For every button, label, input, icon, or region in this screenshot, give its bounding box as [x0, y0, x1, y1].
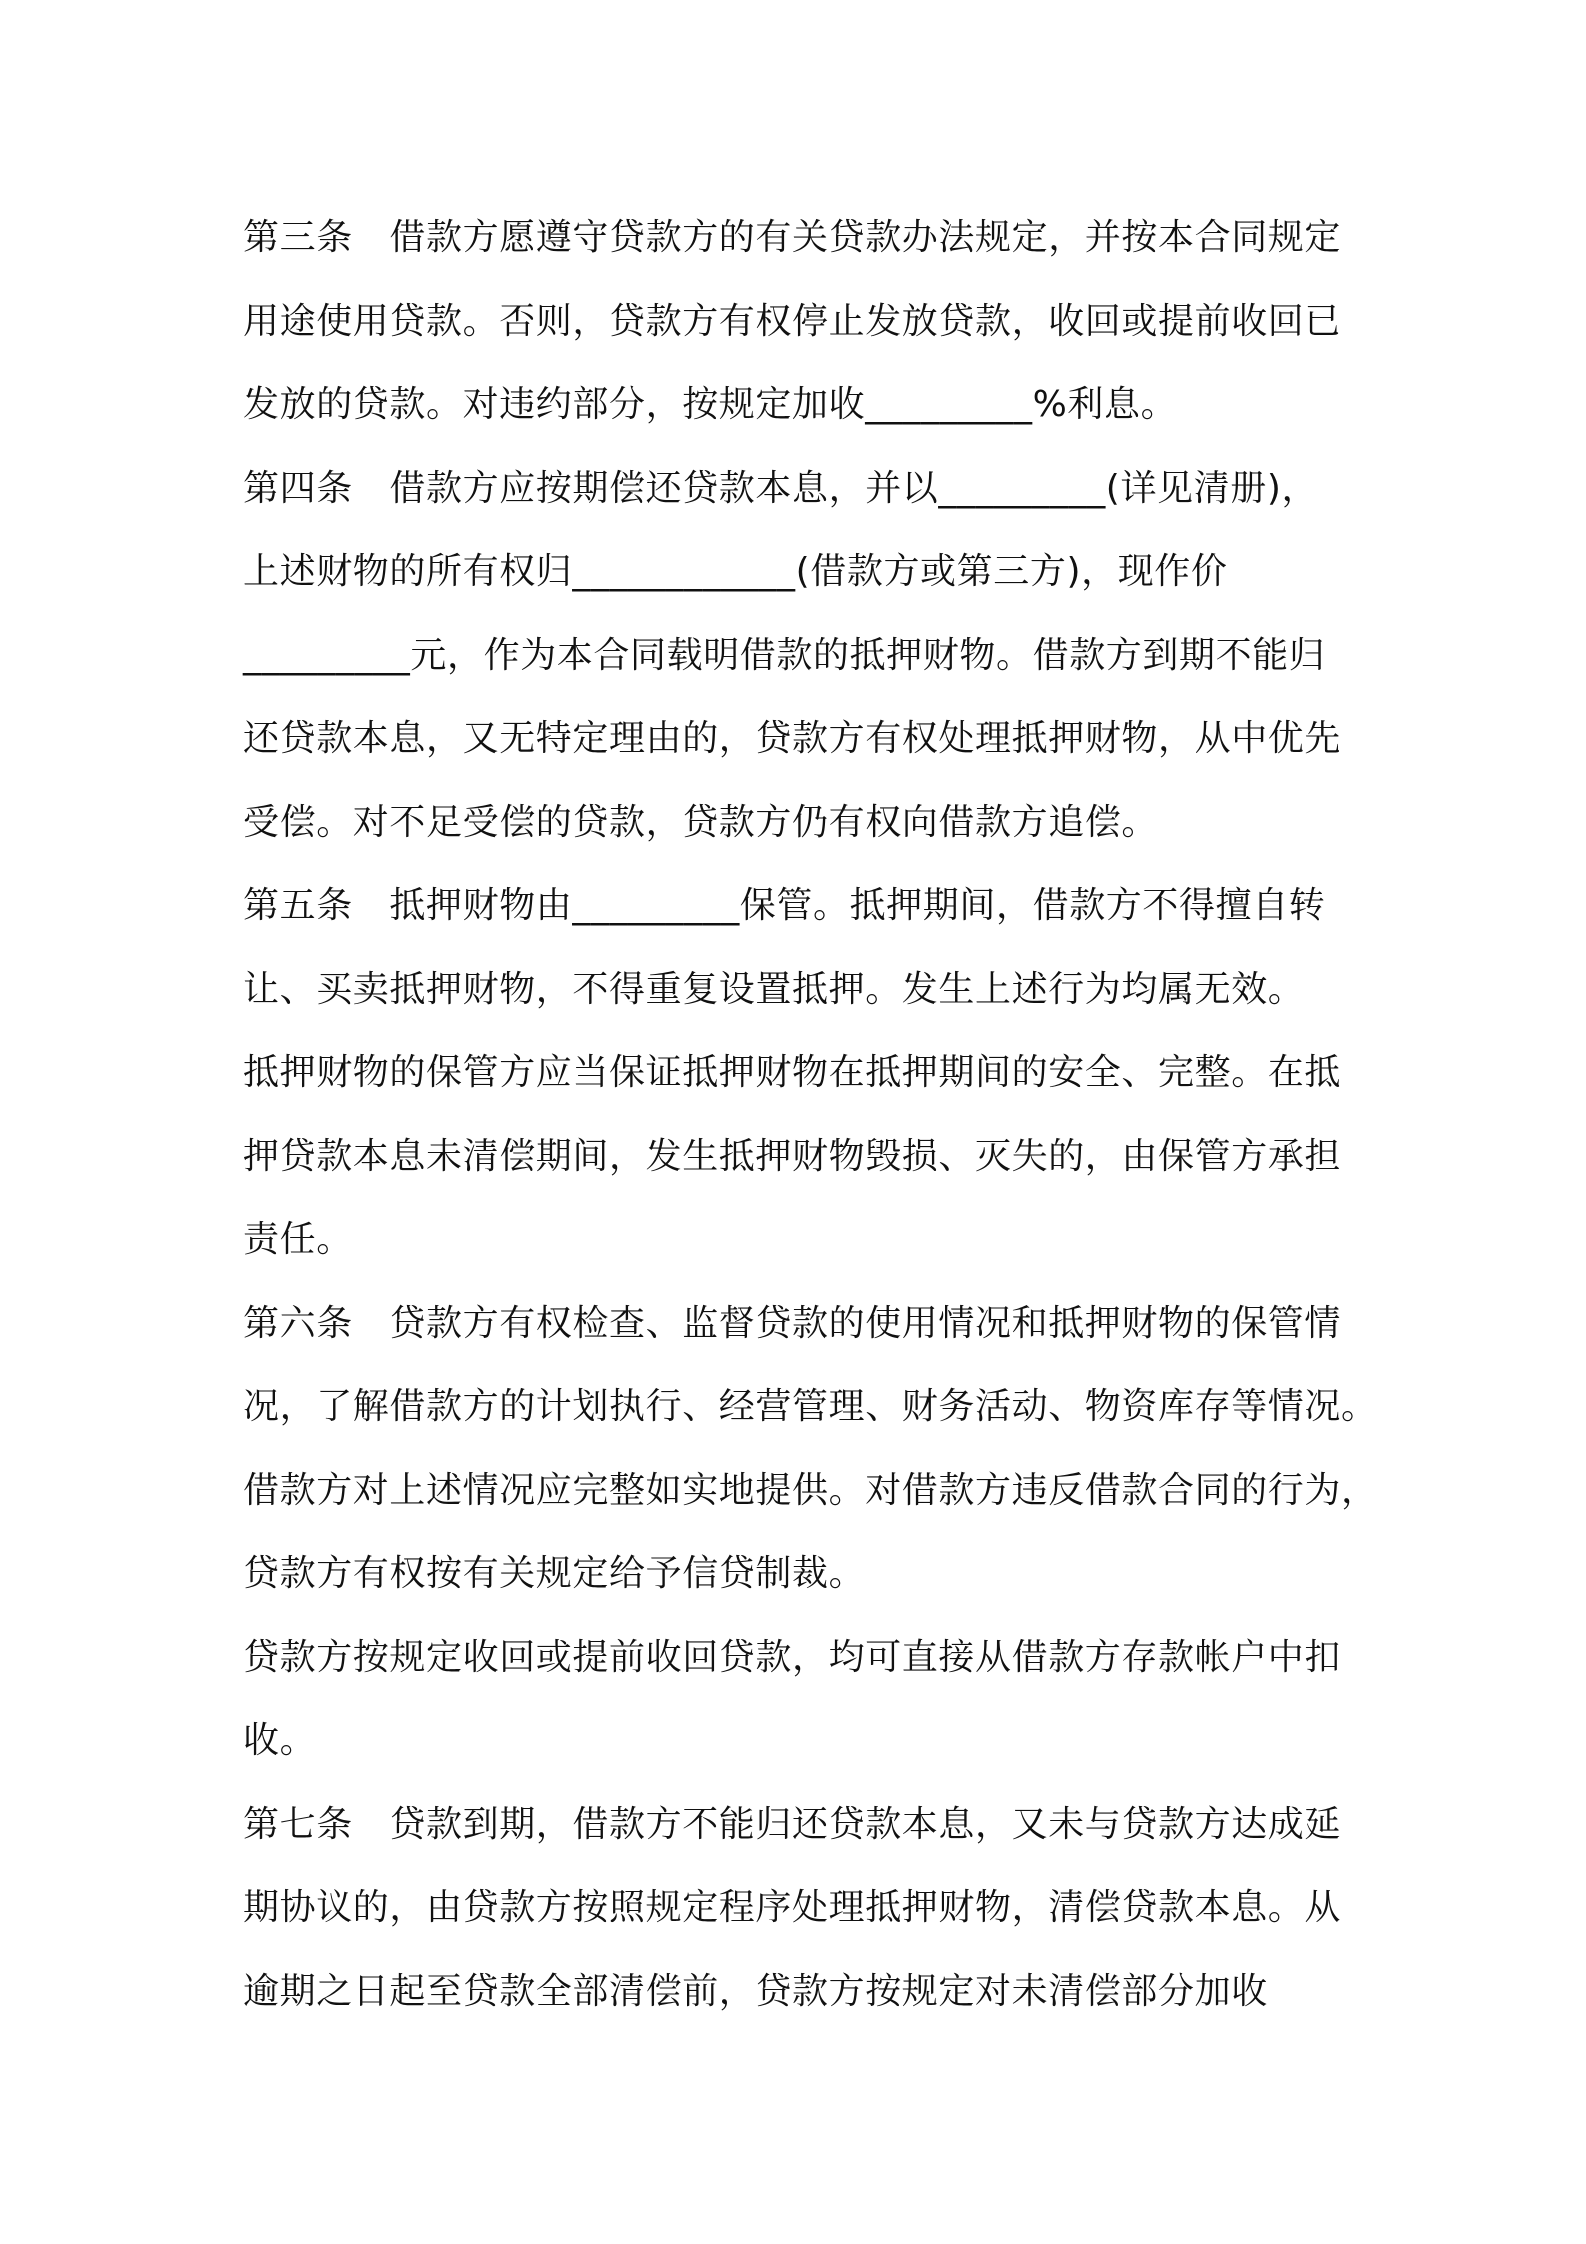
article-6-line-2: 况，了解借款方的计划执行、经营管理、财务活动、物资库存等情况。: [243, 1386, 1378, 1427]
article-3-line-3: 发放的贷款。对违约部分，按规定加收_________%利息。: [243, 384, 1178, 425]
article-4-line-1: 第四条 借款方应按期偿还贷款本息，并以_________(详见清册)，: [243, 467, 1319, 509]
article-6-line-4: 贷款方有权按有关规定给予信贷制裁。: [243, 1553, 866, 1594]
article-5-line-3: 抵押财物的保管方应当保证抵押财物在抵押期间的安全、完整。在抵: [243, 1052, 1342, 1093]
article-4-line-4: 还贷款本息，又无特定理由的，贷款方有权处理抵押财物，从中优先: [243, 718, 1342, 759]
article-7-line-2: 期协议的，由贷款方按照规定程序处理抵押财物，清偿贷款本息。从: [243, 1887, 1342, 1928]
article-7-line-1: 第七条 贷款到期，借款方不能归还贷款本息，又未与贷款方达成延: [243, 1803, 1342, 1845]
article-4-line-3: _________元，作为本合同载明借款的抵押财物。借款方到期不能归: [243, 634, 1326, 676]
article-4-line-5: 受偿。对不足受偿的贷款，贷款方仍有权向借款方追偿。: [243, 801, 1159, 843]
article-7-line-3: 逾期之日起至贷款全部清偿前，贷款方按规定对未清偿部分加收: [243, 1970, 1268, 2012]
article-6-line-5: 贷款方按规定收回或提前收回贷款，均可直接从借款方存款帐户中扣: [243, 1636, 1342, 1678]
article-3-line-1: 第三条 借款方愿遵守贷款方的有关贷款办法规定，并按本合同规定: [243, 217, 1342, 258]
article-5-line-4: 押贷款本息未清偿期间，发生抵押财物毁损、灭失的，由保管方承担: [243, 1135, 1342, 1177]
article-5-line-2: 让、买卖抵押财物，不得重复设置抵押。发生上述行为均属无效。: [243, 968, 1305, 1010]
contract-text: [243, 196, 1383, 2033]
article-5-line-1: 第五条 抵押财物由_________保管。抵押期间，借款方不得擅自转: [243, 885, 1326, 926]
article-6-line-6: 收。: [243, 1720, 317, 1761]
article-5-line-5: 责任。: [243, 1219, 353, 1260]
article-4-line-2: 上述财物的所有权归____________(借款方或第三方)，现作价: [243, 551, 1228, 592]
article-3-line-2: 用途使用贷款。否则，贷款方有权停止发放贷款，收回或提前收回已: [243, 300, 1342, 342]
article-6-line-1: 第六条 贷款方有权检查、监督贷款的使用情况和抵押财物的保管情: [243, 1302, 1342, 1344]
article-6-line-3: 借款方对上述情况应完整如实地提供。对借款方违反借款合同的行为，: [243, 1469, 1378, 1511]
